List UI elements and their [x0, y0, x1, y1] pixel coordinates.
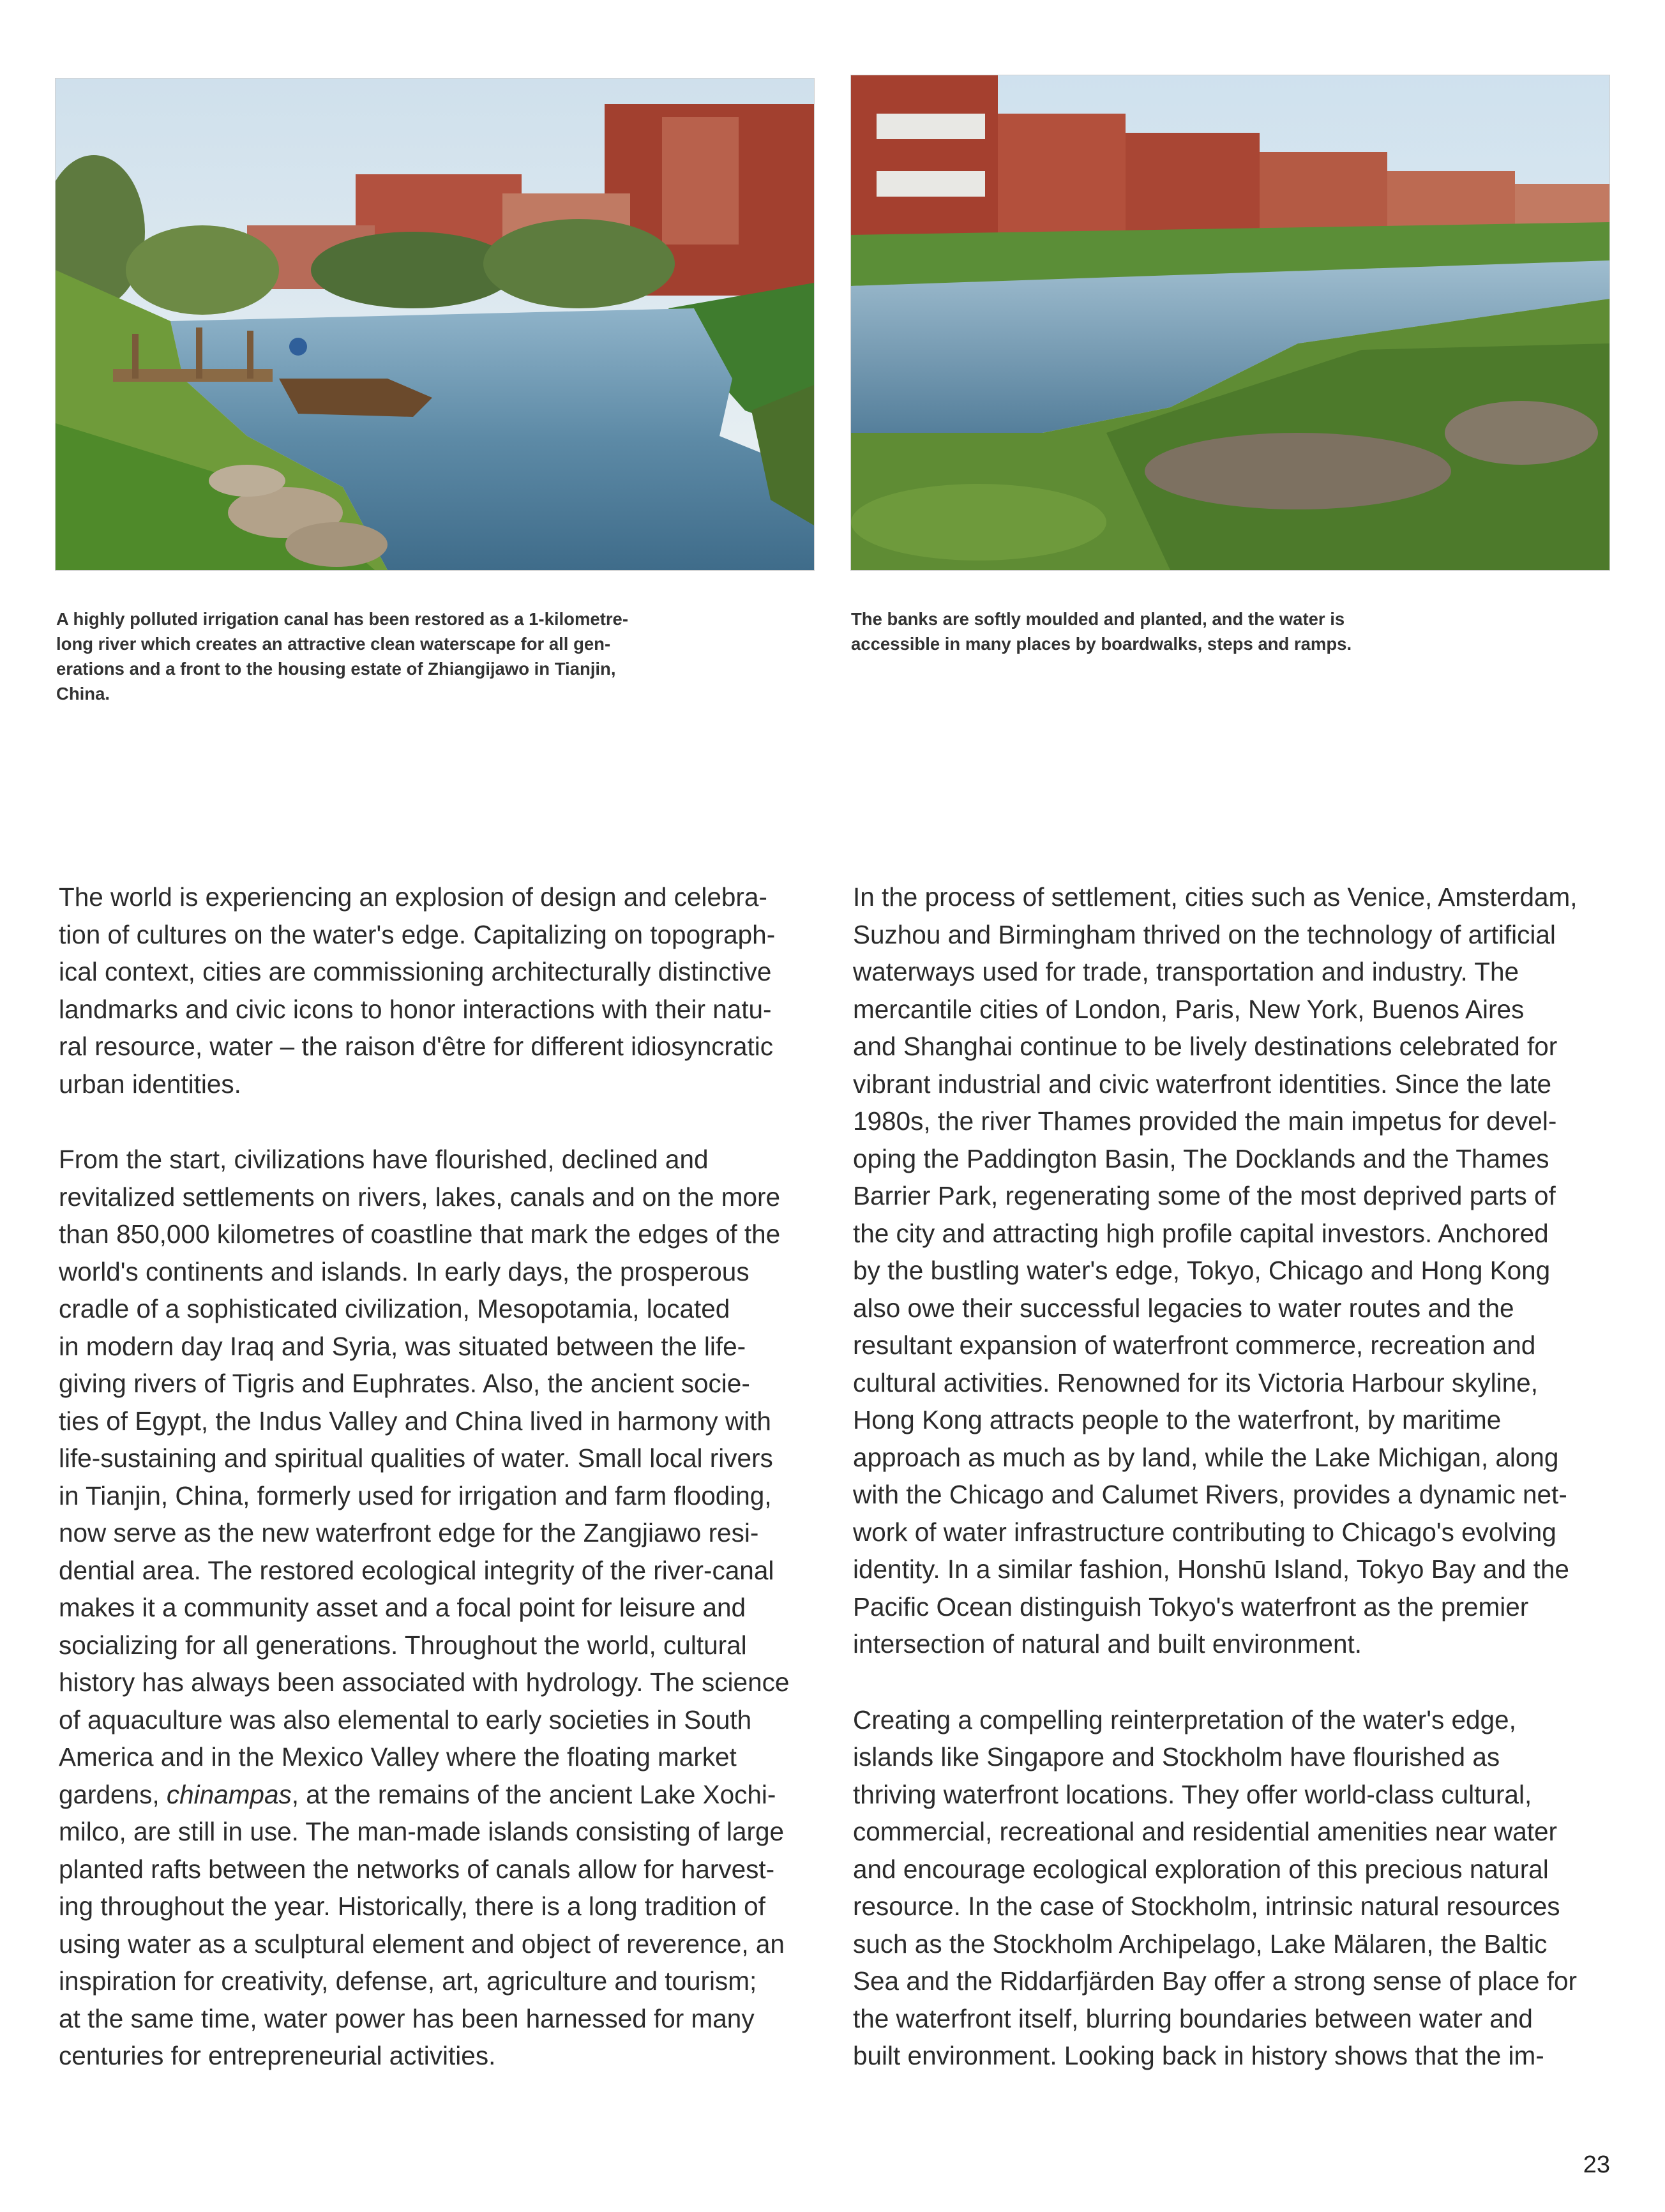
text-line: islands like Singapore and Stockholm have flourished as	[853, 1742, 1500, 1772]
paragraph-islands	[853, 1701, 1619, 2075]
text-line: thriving waterfront locations. They offer world-class cultural,	[853, 1779, 1532, 1809]
text-line: world's continents and islands. In early days, the prosperous	[59, 1256, 750, 1286]
text-line: tion of cultures on the water's edge. Capitalizing on topograph-	[59, 919, 776, 949]
text-line: landmarks and civic icons to honor interactions with their natu-	[59, 994, 772, 1024]
italic-term-chinampas: chinampas	[166, 1779, 292, 1809]
text-fragment: , at the remains of the ancient Lake Xochi-	[291, 1779, 776, 1809]
text-line: inspiration for creativity, defense, art, agriculture and tourism;	[59, 1966, 757, 1996]
text-line: and encourage ecological exploration of this precious natural	[853, 1854, 1549, 1884]
riverbank-photo-illustration	[851, 75, 1609, 570]
text-line: of aquaculture was also elemental to early societies in South	[59, 1704, 752, 1734]
caption-line: The banks are softly moulded and planted, and the water is	[851, 609, 1345, 629]
text-line: in modern day Iraq and Syria, was situated between the life-	[59, 1331, 746, 1361]
text-line: resultant expansion of waterfront commerce, recreation and	[853, 1330, 1536, 1360]
canal-photo-illustration	[56, 79, 814, 570]
text-line: dential area. The restored ecological integrity of the river-canal	[59, 1555, 774, 1585]
text-line: Pacific Ocean distinguish Tokyo's waterfront as the premier	[853, 1591, 1529, 1621]
canal-photo-left	[55, 78, 815, 571]
text-line: ral resource, water – the raison d'être for different idiosyncratic	[59, 1032, 774, 1061]
text-line: approach as much as by land, while the Lake Michigan, along	[853, 1442, 1559, 1472]
text-line: such as the Stockholm Archipelago, Lake Mälaren, the Baltic	[853, 1929, 1548, 1959]
text-fragment: gardens,	[59, 1779, 167, 1809]
text-line: Barrier Park, regenerating some of the most deprived parts of	[853, 1181, 1556, 1210]
text-line: oping the Paddington Basin, The Docklands and the Thames	[853, 1143, 1549, 1173]
text-line: cultural activities. Renowned for its Victoria Harbour skyline,	[853, 1367, 1538, 1397]
caption-left	[56, 606, 714, 706]
caption-line: erations and a front to the housing estate of Zhiangijawo in Tianjin,	[56, 659, 616, 679]
text-line: mercantile cities of London, Paris, New York, Buenos Aires	[853, 994, 1525, 1024]
caption-line: A highly polluted irrigation canal has been restored as a 1-kilometre-	[56, 609, 629, 629]
caption-right	[851, 606, 1502, 656]
text-line: planted rafts between the networks of canals allow for harvest-	[59, 1854, 775, 1884]
text-line: The world is experiencing an explosion of design and celebra-	[59, 882, 767, 912]
text-line: identity. In a similar fashion, Honshū Island, Tokyo Bay and the	[853, 1554, 1569, 1584]
caption-line: China.	[56, 684, 110, 703]
text-line: ing throughout the year. Historically, there is a long tradition of	[59, 1892, 765, 1921]
text-line: than 850,000 kilometres of coastline that mark the edges of the	[59, 1219, 781, 1249]
text-line: commercial, recreational and residential amenities near water	[853, 1817, 1558, 1846]
paragraph-water-edge	[59, 878, 825, 1102]
text-line: in Tianjin, China, formerly used for irrigation and farm flooding,	[59, 1480, 772, 1510]
text-line: work of water infrastructure contributing to Chicago's evolving	[853, 1517, 1556, 1547]
text-line: also owe their successful legacies to water routes and the	[853, 1293, 1514, 1323]
text-line: cradle of a sophisticated civilization, Mesopotamia, located	[59, 1294, 730, 1323]
text-line: at the same time, water power has been harnessed for many	[59, 2003, 755, 2033]
text-line: using water as a sculptural element and object of reverence, an	[59, 1929, 785, 1959]
text-line: and Shanghai continue to be lively destinations celebrated for	[853, 1032, 1558, 1061]
text-line: America and in the Mexico Valley where the floating market	[59, 1742, 737, 1772]
body-column-left	[59, 878, 825, 2113]
text-line: life-sustaining and spiritual qualities of water. Small local rivers	[59, 1443, 773, 1473]
text-line: In the process of settlement, cities such as Venice, Amsterdam,	[853, 882, 1578, 912]
text-line: milco, are still in use. The man-made islands consisting of large	[59, 1817, 785, 1846]
text-line-chinampas	[59, 1776, 825, 1814]
text-line: urban identities.	[59, 1069, 241, 1099]
text-line: centuries for entrepreneurial activities.	[59, 2041, 496, 2070]
text-line: Sea and the Riddarfjärden Bay offer a strong sense of place for	[853, 1966, 1577, 1996]
text-line: now serve as the new waterfront edge for the Zangjiawo resi-	[59, 1518, 759, 1547]
text-line: socializing for all generations. Throughout the world, cultural	[59, 1630, 747, 1660]
text-line: Hong Kong attracts people to the waterfront, by maritime	[853, 1405, 1502, 1434]
paragraph-settlement	[853, 878, 1619, 1663]
text-line: Creating a compelling reinterpretation of the water's edge,	[853, 1704, 1516, 1734]
paragraph-civilizations	[59, 1141, 825, 2075]
page-number: 23	[1583, 2151, 1610, 2178]
text-line: history has always been associated with hydrology. The science	[59, 1667, 790, 1697]
text-line: revitalized settlements on rivers, lakes, canals and on the more	[59, 1182, 781, 1212]
text-line: resource. In the case of Stockholm, intrinsic natural resources	[853, 1892, 1560, 1921]
text-line: built environment. Looking back in history shows that the im-	[853, 2041, 1544, 2070]
body-column-right	[853, 878, 1619, 2113]
text-line: with the Chicago and Calumet Rivers, provides a dynamic net-	[853, 1480, 1567, 1509]
text-line: ical context, cities are commissioning architecturally distinctive	[59, 957, 772, 986]
text-line: the waterfront itself, blurring boundaries between water and	[853, 2003, 1533, 2033]
caption-line: long river which creates an attractive clean waterscape for all gen-	[56, 634, 611, 654]
text-line: the city and attracting high profile capital investors. Anchored	[853, 1218, 1549, 1248]
text-line: vibrant industrial and civic waterfront identities. Since the late	[853, 1069, 1552, 1099]
text-line: by the bustling water's edge, Tokyo, Chicago and Hong Kong	[853, 1256, 1551, 1285]
text-line: From the start, civilizations have flourished, declined and	[59, 1145, 709, 1174]
text-line: intersection of natural and built environment.	[853, 1629, 1362, 1659]
text-line: ties of Egypt, the Indus Valley and China lived in harmony with	[59, 1406, 771, 1436]
text-line: waterways used for trade, transportation and industry. The	[853, 957, 1519, 986]
text-line: Suzhou and Birmingham thrived on the technology of artificial	[853, 919, 1556, 949]
text-line: 1980s, the river Thames provided the main impetus for devel-	[853, 1106, 1557, 1136]
text-line: makes it a community asset and a focal point for leisure and	[59, 1593, 746, 1622]
text-line: giving rivers of Tigris and Euphrates. Also, the ancient socie-	[59, 1369, 750, 1398]
riverbank-photo-right	[850, 75, 1610, 571]
caption-line: accessible in many places by boardwalks, steps and ramps.	[851, 634, 1352, 654]
